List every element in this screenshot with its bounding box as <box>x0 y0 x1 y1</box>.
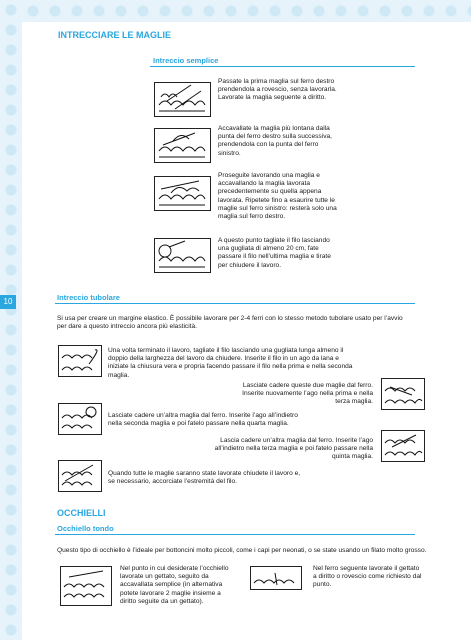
knitting-illustration-tubolare-3 <box>58 403 102 435</box>
step-text: Passate la prima maglia sul ferro destro prendendola a rovescio, senza lavorarla. Lavorate la maglia seguente a diritto. <box>218 78 337 102</box>
divider <box>55 534 415 535</box>
step-text: Nel ferro seguente lavorate il gettato a diritto o rovescio come richiesto dal punto. <box>313 565 422 589</box>
knitting-illustration-tubolare-1 <box>58 345 102 377</box>
subsection-intreccio-semplice: Intreccio semplice <box>153 56 219 65</box>
side-pattern-band <box>0 0 22 640</box>
knitting-illustration-step4 <box>154 238 211 273</box>
divider <box>55 303 415 304</box>
step-text: Lasciate cadere un’altra maglia dal ferro. Inserite l’ago all’indietro nella seconda maglia e poi fatelo passare nella quarta maglia. <box>108 412 298 428</box>
knitting-illustration-tubolare-2 <box>381 378 425 410</box>
subsection-occhiello-tondo: Occhiello tondo <box>57 524 114 533</box>
step-text: Quando tutte le maglie saranno state lavorate chiudete il lavoro e, se necessario, accorciate l’estremità del filo. <box>108 470 301 486</box>
knitting-illustration-tubolare-5 <box>58 460 102 492</box>
subsection-intreccio-tubolare: Intreccio tubolare <box>57 293 120 302</box>
step-text: Proseguite lavorando una maglia e accavallando la maglia lavorata precedentemente su quella appena lavorata. Ripetete fino a esaurire tutte le maglie sul ferro sinistro: resterà solo una maglia sul ferro destro. <box>218 172 337 221</box>
knitting-illustration-step3 <box>154 176 211 211</box>
divider <box>150 66 415 67</box>
intro-text: Questo tipo di occhiello è l’ideale per bottoncini molto piccoli, come i capi per neonati, o se state usando un filato molto grosso. <box>57 547 427 554</box>
page-number: 10 <box>0 295 16 309</box>
top-pattern-band <box>0 0 471 22</box>
step-text: A questo punto tagliate il filo lasciando una gugliata di almeno 20 cm, fate passare il filo nell’ultima maglia e tirate per chiudere il lavoro. <box>218 237 331 269</box>
knitting-illustration-occhiello-2 <box>250 566 302 590</box>
section-title-intrecciare: INTRECCIARE LE MAGLIE <box>58 30 172 40</box>
knitting-illustration-tubolare-4 <box>381 430 425 462</box>
section-title-occhielli: OCCHIELLI <box>57 508 106 518</box>
intro-text: Si usa per creare un margine elastico. È possibile lavorare per 2-4 ferri con lo stesso metodo tubolare usato per l’avvio per dare a questo intreccio ancora più elasticità. <box>57 315 403 331</box>
knitting-illustration-step1 <box>154 82 211 117</box>
step-text: Accavallate la maglia più lontana dalla punta del ferro destro sulla successiva, prendendola con la punta del ferro sinistro. <box>218 125 332 157</box>
step-text: Nel punto in cui desiderate l’occhiello lavorate un gettato, seguito da accavallata semplice (in alternativa potete lavorare 2 maglie insieme a diritto seguite da un gettato). <box>120 565 229 605</box>
knitting-illustration-occhiello-1 <box>60 566 112 606</box>
knitting-illustration-step2 <box>154 128 211 163</box>
step-text: Lasciate cadere queste due maglie dal ferro. Inserite nuovamente l’ago nella prima e nella terza maglia. <box>242 382 373 406</box>
step-text: Lascia cadere un’altra maglia dal ferro. Inserite l’ago all’indietro nella terza maglia e poi fatelo passare nella quinta maglia. <box>214 437 373 461</box>
step-text: Una volta terminato il lavoro, tagliate il filo lasciando una gugliata lunga almeno il doppio della larghezza del lavoro da chiudere. Inserite il filo in un ago da lana e iniziate la chiusura vera e propria facendo passare il filo nella prima e nella seconda maglia. <box>108 347 353 379</box>
